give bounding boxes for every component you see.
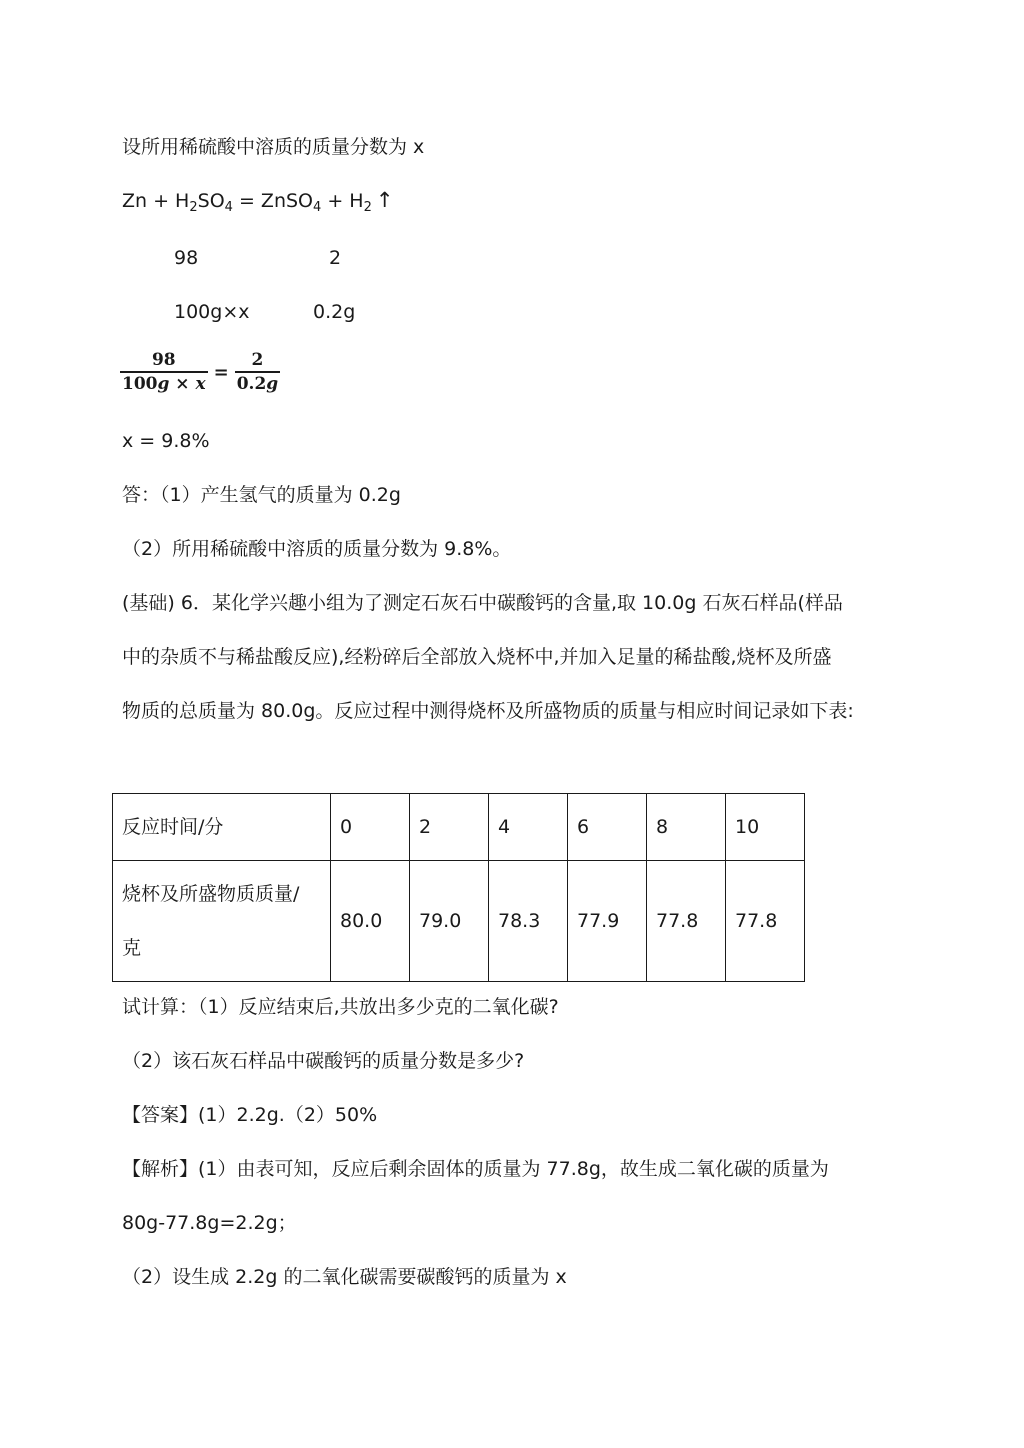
fraction-numerator: 2 bbox=[251, 350, 264, 370]
ratio-2: 2 bbox=[329, 247, 342, 269]
table-cell: 6 bbox=[568, 794, 647, 861]
table-cell: 77.8 bbox=[647, 861, 726, 982]
table-cell: 4 bbox=[489, 794, 568, 861]
fraction-right bbox=[235, 350, 280, 394]
table-cell: 78.3 bbox=[489, 861, 568, 982]
calculation-prompt-1: 试计算：（1）反应结束后,共放出多少克的二氧化碳? bbox=[122, 996, 559, 1018]
proportion-formula bbox=[120, 350, 280, 394]
ratio-100gx: 100g×x bbox=[174, 301, 250, 323]
eq-part: SO bbox=[197, 190, 225, 212]
table-cell: 77.8 bbox=[726, 861, 805, 982]
calculation-prompt-2: （2）该石灰石样品中碳酸钙的质量分数是多少? bbox=[122, 1050, 525, 1072]
analysis-line-1: 【解析】(1）由表可知，反应后剩余固体的质量为 77.8g，故生成二氧化碳的质量为 bbox=[122, 1158, 829, 1180]
table-cell: 79.0 bbox=[410, 861, 489, 982]
question-6-line-1: (基础) 6．某化学兴趣小组为了测定石灰石中碳酸钙的含量,取 10.0g 石灰石样品(样品 bbox=[122, 592, 843, 614]
eq-part: + H bbox=[321, 190, 364, 212]
ratio-98: 98 bbox=[174, 247, 199, 269]
table-cell: 10 bbox=[726, 794, 805, 861]
analysis-line-3: （2）设生成 2.2g 的二氧化碳需要碳酸钙的质量为 x bbox=[122, 1266, 567, 1288]
table-cell: 80.0 bbox=[331, 861, 410, 982]
fraction-numerator: 98 bbox=[151, 350, 176, 370]
eq-subscript: 4 bbox=[224, 200, 233, 215]
table-cell: 8 bbox=[647, 794, 726, 861]
table-cell: 0 bbox=[331, 794, 410, 861]
question-6-line-3: 物质的总质量为 80.0g。反应过程中测得烧杯及所盛物质的质量与相应时间记录如下表: bbox=[122, 700, 854, 722]
table-cell: 77.9 bbox=[568, 861, 647, 982]
eq-part: Zn + H bbox=[122, 190, 190, 212]
chemical-equation bbox=[122, 188, 393, 220]
table-row bbox=[113, 861, 805, 982]
data-table bbox=[112, 793, 805, 982]
fraction-denominator: 0.2g bbox=[236, 374, 279, 394]
x-result: x = 9.8% bbox=[122, 430, 210, 452]
fraction-denominator: 100g × x bbox=[122, 374, 206, 394]
table-header-mass: 烧杯及所盛物质质量/ 克 bbox=[113, 861, 331, 982]
answer-line-2: （2）所用稀硫酸中溶质的质量分数为 9.8%。 bbox=[122, 538, 512, 560]
text-line-set-x: 设所用稀硫酸中溶质的质量分数为 x bbox=[122, 136, 425, 158]
table-header-time: 反应时间/分 bbox=[113, 794, 331, 861]
analysis-line-2: 80g-77.8g=2.2g； bbox=[122, 1212, 297, 1234]
eq-part: = ZnSO bbox=[232, 190, 314, 212]
question-6-line-2: 中的杂质不与稀盐酸反应),经粉碎后全部放入烧杯中,并加入足量的稀盐酸,烧杯及所盛 bbox=[122, 646, 832, 668]
table-row bbox=[113, 794, 805, 861]
eq-subscript: 4 bbox=[313, 200, 322, 215]
equals-sign: = bbox=[213, 361, 229, 383]
answer-key: 【答案】(1）2.2g.（2）50% bbox=[122, 1104, 378, 1126]
fraction-left bbox=[120, 350, 208, 394]
gas-arrow-icon: ↑ bbox=[375, 188, 394, 212]
ratio-0-2g: 0.2g bbox=[313, 301, 356, 323]
answer-line-1: 答：（1）产生氢气的质量为 0.2g bbox=[122, 484, 401, 506]
eq-subscript: 2 bbox=[363, 200, 372, 215]
eq-subscript: 2 bbox=[189, 200, 198, 215]
table-cell: 2 bbox=[410, 794, 489, 861]
